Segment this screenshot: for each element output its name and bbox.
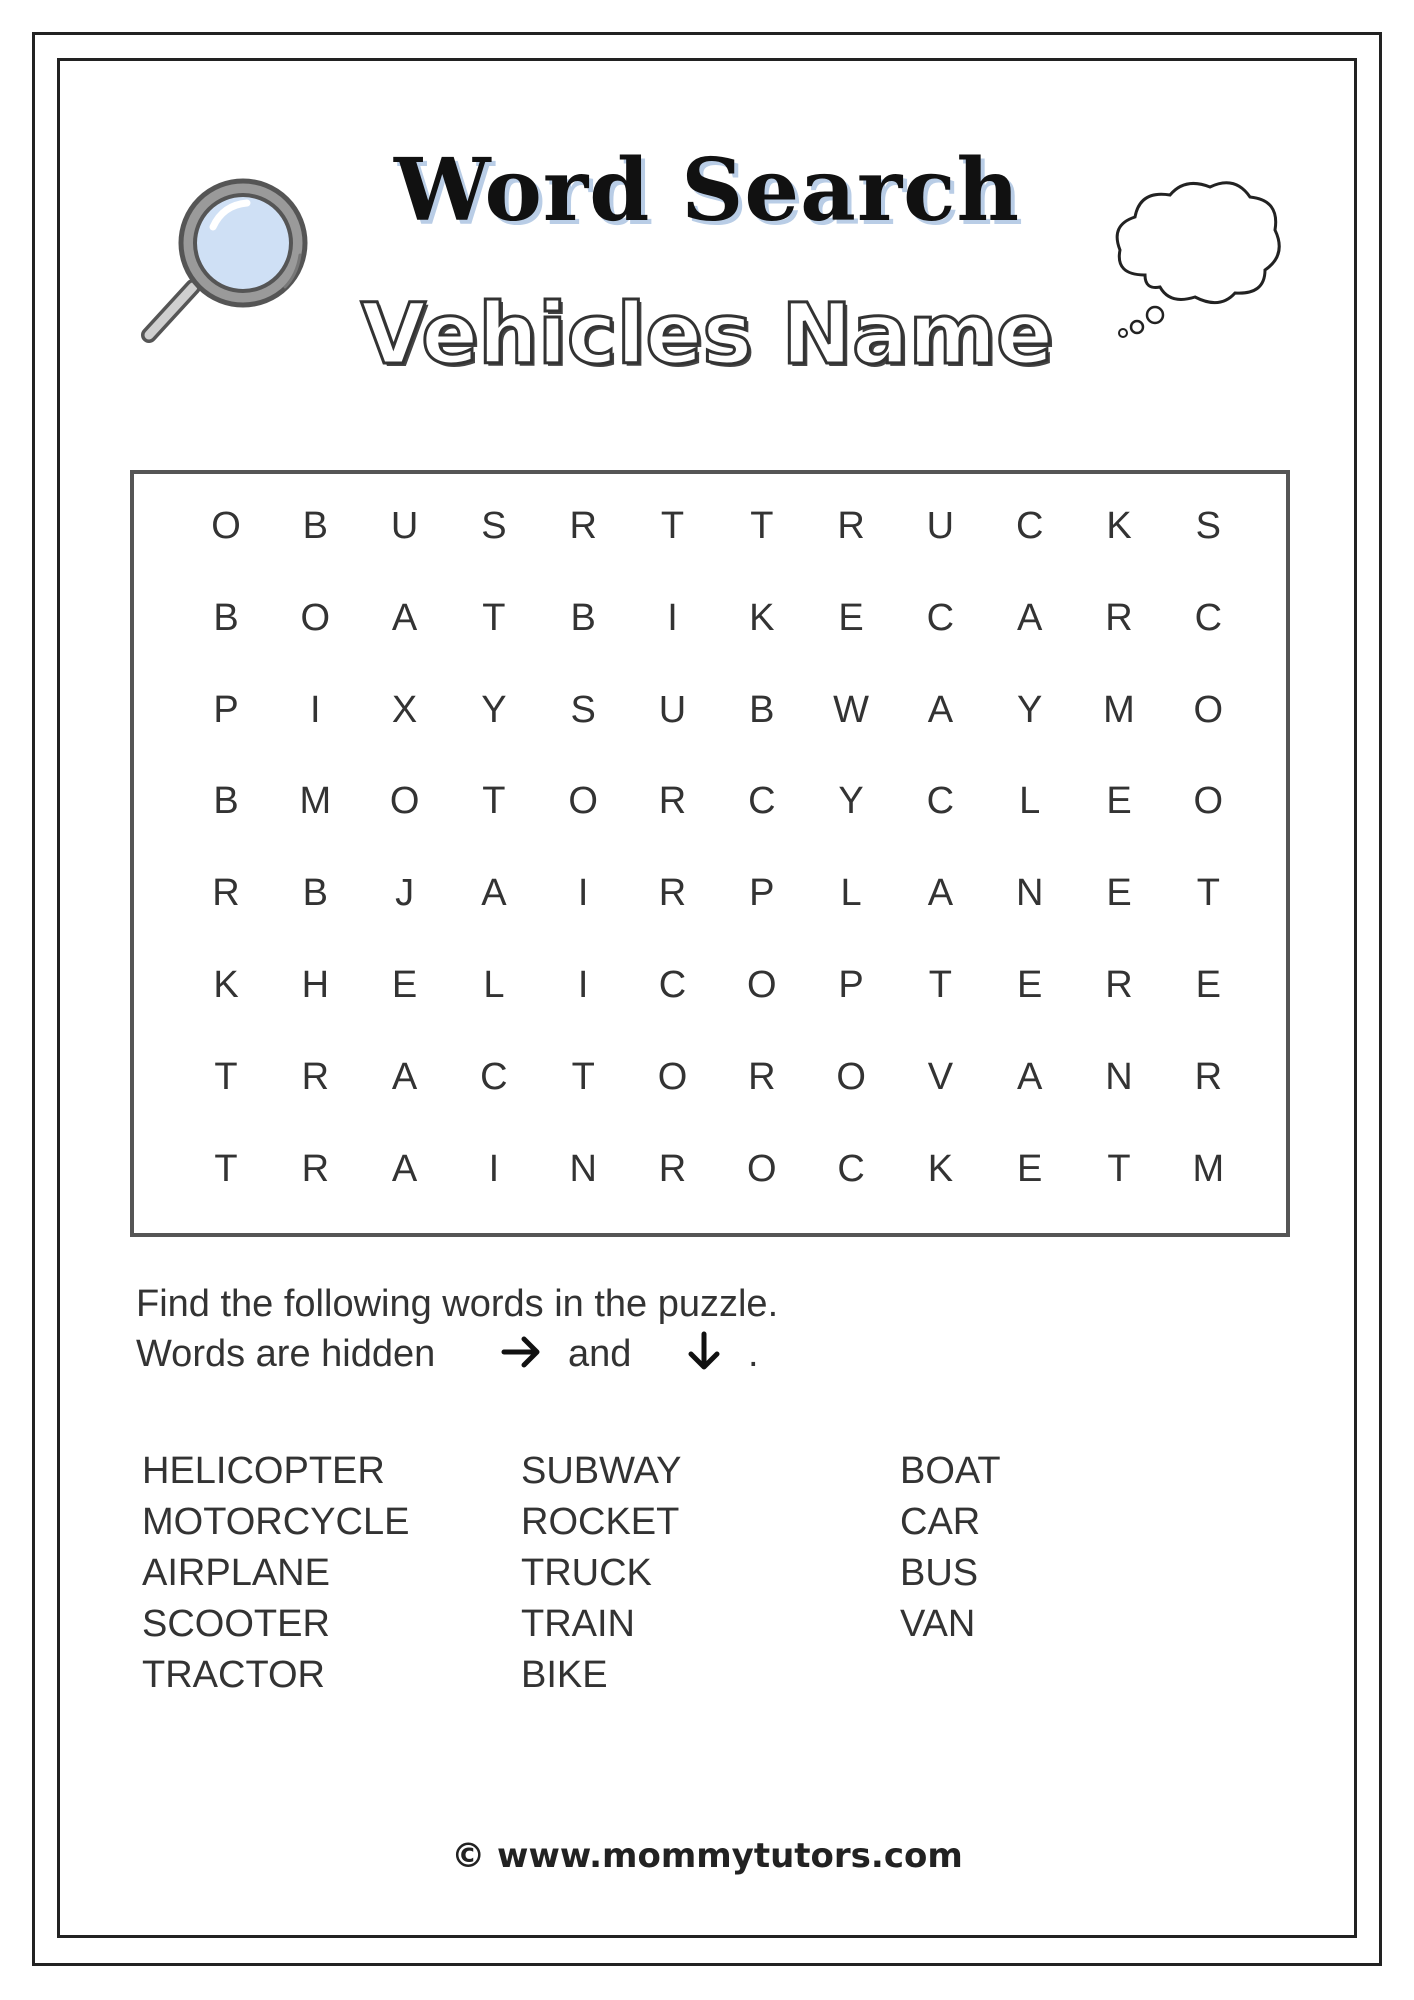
grid-letter[interactable]: E	[1106, 780, 1132, 823]
grid-letter[interactable]: I	[310, 688, 321, 731]
word-list-item: AIRPLANE	[142, 1552, 330, 1594]
grid-letter[interactable]: N	[569, 1147, 597, 1190]
grid-letter[interactable]: M	[1192, 1147, 1225, 1190]
word-list-item: BUS	[900, 1552, 979, 1594]
grid-letter[interactable]: Y	[1017, 688, 1043, 731]
grid-letter[interactable]: A	[1017, 1055, 1043, 1098]
grid-letter[interactable]: R	[748, 1055, 776, 1098]
grid-letter[interactable]: E	[391, 964, 418, 1006]
grid-letter[interactable]: R	[658, 872, 687, 915]
grid-letter[interactable]: C	[480, 1055, 508, 1098]
grid-letter[interactable]: Y	[481, 688, 507, 731]
word-list-item: TRAIN	[521, 1603, 635, 1645]
grid-letter[interactable]: R	[1105, 596, 1133, 639]
grid-letter[interactable]: A	[391, 1055, 418, 1098]
grid-letter[interactable]: K	[927, 1147, 954, 1190]
grid-letter[interactable]: K	[749, 596, 775, 639]
page-subtitle: Vehicles Name	[360, 285, 1054, 383]
grid-letter[interactable]: C	[748, 780, 776, 823]
grid-letter[interactable]: C	[837, 1147, 865, 1190]
grid-letter[interactable]: I	[488, 1147, 500, 1190]
grid-letter[interactable]: T	[1196, 872, 1220, 915]
grid-letter[interactable]: B	[749, 688, 775, 731]
grid-letter[interactable]: E	[1017, 1147, 1043, 1190]
grid-letter[interactable]: R	[658, 780, 687, 823]
grid-letter[interactable]: W	[833, 688, 870, 731]
grid-letter[interactable]: C	[926, 596, 955, 639]
grid-letter[interactable]: K	[213, 964, 239, 1006]
grid-letter[interactable]: E	[838, 596, 864, 639]
arrow-right-icon	[500, 1330, 544, 1374]
instruction-line-1: Find the following words in the puzzle.	[136, 1283, 779, 1325]
grid-letter[interactable]: P	[213, 688, 239, 731]
grid-letter[interactable]: O	[747, 1147, 777, 1190]
grid-letter[interactable]: R	[212, 872, 240, 915]
grid-letter[interactable]: V	[927, 1055, 954, 1098]
grid-letter[interactable]: M	[299, 780, 332, 823]
grid-letter[interactable]: R	[837, 505, 865, 547]
word-list-item: BIKE	[521, 1654, 608, 1696]
grid-letter[interactable]: L	[483, 964, 505, 1006]
word-list-item: HELICOPTER	[142, 1450, 385, 1492]
grid-letter[interactable]: H	[301, 964, 330, 1006]
grid-letter[interactable]: S	[481, 505, 507, 547]
word-list-item: VAN	[900, 1603, 976, 1645]
grid-letter[interactable]: O	[836, 1055, 866, 1098]
word-search-grid	[130, 470, 1290, 1237]
grid-letter[interactable]: B	[302, 505, 328, 547]
word-list-item: CAR	[900, 1501, 981, 1543]
instruction-period: .	[748, 1333, 759, 1375]
grid-letter[interactable]: I	[577, 872, 589, 915]
grid-letter[interactable]: R	[1194, 1055, 1223, 1098]
grid-letter[interactable]: O	[1193, 688, 1224, 731]
grid-letter[interactable]: P	[838, 964, 864, 1006]
grid-letter[interactable]: Y	[838, 780, 864, 823]
grid-letter[interactable]: O	[300, 596, 331, 639]
grid-letter[interactable]: L	[1019, 780, 1041, 823]
grid-letter[interactable]: B	[213, 596, 239, 639]
grid-letter[interactable]: C	[1194, 596, 1223, 639]
grid-letter[interactable]: C	[926, 780, 955, 823]
grid-letter[interactable]: K	[1106, 505, 1132, 547]
word-list-item: BOAT	[900, 1450, 1001, 1492]
grid-letter[interactable]: R	[569, 505, 597, 547]
grid-letter[interactable]: O	[747, 964, 777, 1006]
grid-letter[interactable]: U	[926, 505, 955, 547]
word-list-item: MOTORCYCLE	[142, 1501, 410, 1543]
grid-letter[interactable]: O	[568, 780, 598, 823]
copyright-footer: © www.mommytutors.com	[451, 1836, 963, 1876]
grid-letter[interactable]: T	[214, 1147, 238, 1190]
grid-letter[interactable]: I	[667, 596, 678, 639]
grid-letter[interactable]: L	[840, 872, 862, 915]
grid-letter[interactable]: U	[658, 688, 687, 731]
instruction-line-2: Words are hidden	[136, 1333, 436, 1375]
grid-letter[interactable]: X	[391, 688, 418, 731]
grid-letter[interactable]: T	[482, 780, 506, 823]
grid-letter[interactable]: J	[395, 872, 415, 915]
grid-letter[interactable]: T	[928, 964, 952, 1006]
grid-letter[interactable]: O	[1193, 780, 1224, 823]
grid-letter[interactable]: A	[481, 872, 507, 915]
grid-letter[interactable]: S	[570, 688, 596, 731]
grid-letter[interactable]: A	[927, 688, 954, 731]
grid-letter[interactable]: R	[658, 1147, 687, 1190]
grid-letter[interactable]: T	[1107, 1147, 1131, 1190]
grid-letter[interactable]: A	[391, 596, 418, 639]
grid-letter[interactable]: T	[750, 505, 774, 547]
grid-letter[interactable]: T	[482, 596, 506, 639]
thought-bubble-icon	[1105, 175, 1285, 345]
word-list-item: TRACTOR	[142, 1654, 325, 1696]
word-list-item: SCOOTER	[142, 1603, 330, 1645]
page-title: Word Search	[393, 140, 1021, 241]
grid-letter[interactable]: B	[302, 872, 328, 915]
magnifying-glass-icon	[135, 175, 325, 355]
grid-letter[interactable]: T	[660, 505, 685, 547]
grid-letter[interactable]: M	[1103, 688, 1135, 731]
grid-letter[interactable]: N	[1105, 1055, 1133, 1098]
grid-letter[interactable]: U	[390, 505, 419, 547]
grid-letter[interactable]: E	[1106, 872, 1132, 915]
grid-letter[interactable]: C	[658, 964, 687, 1006]
word-list-item: ROCKET	[521, 1501, 680, 1543]
grid-letter[interactable]: C	[1015, 505, 1044, 547]
grid-letter[interactable]: R	[301, 1147, 330, 1190]
word-list-item: TRUCK	[521, 1552, 652, 1594]
grid-letter[interactable]: T	[214, 1055, 238, 1098]
grid-letter[interactable]: N	[1015, 872, 1044, 915]
grid-letter[interactable]: R	[1105, 964, 1133, 1006]
grid-letter[interactable]: B	[570, 596, 596, 639]
grid-letter[interactable]: S	[1195, 505, 1221, 547]
grid-letter[interactable]: A	[391, 1147, 418, 1190]
word-list-item: SUBWAY	[521, 1450, 682, 1492]
grid-letter[interactable]: B	[213, 780, 239, 823]
grid-letter[interactable]: A	[927, 872, 954, 915]
grid-letter[interactable]: E	[1195, 964, 1221, 1006]
arrow-down-icon	[682, 1330, 726, 1374]
grid-letter[interactable]: E	[1017, 964, 1043, 1006]
grid-letter[interactable]: I	[577, 964, 589, 1006]
grid-letter[interactable]: R	[301, 1055, 330, 1098]
grid-letter[interactable]: O	[657, 1055, 688, 1098]
grid-letter[interactable]: O	[389, 780, 420, 823]
grid-letter[interactable]: A	[1017, 596, 1043, 639]
instruction-and: and	[568, 1333, 632, 1375]
grid-letter[interactable]: T	[571, 1055, 595, 1098]
grid-letter[interactable]: O	[211, 505, 241, 547]
grid-letter[interactable]: P	[749, 872, 775, 915]
